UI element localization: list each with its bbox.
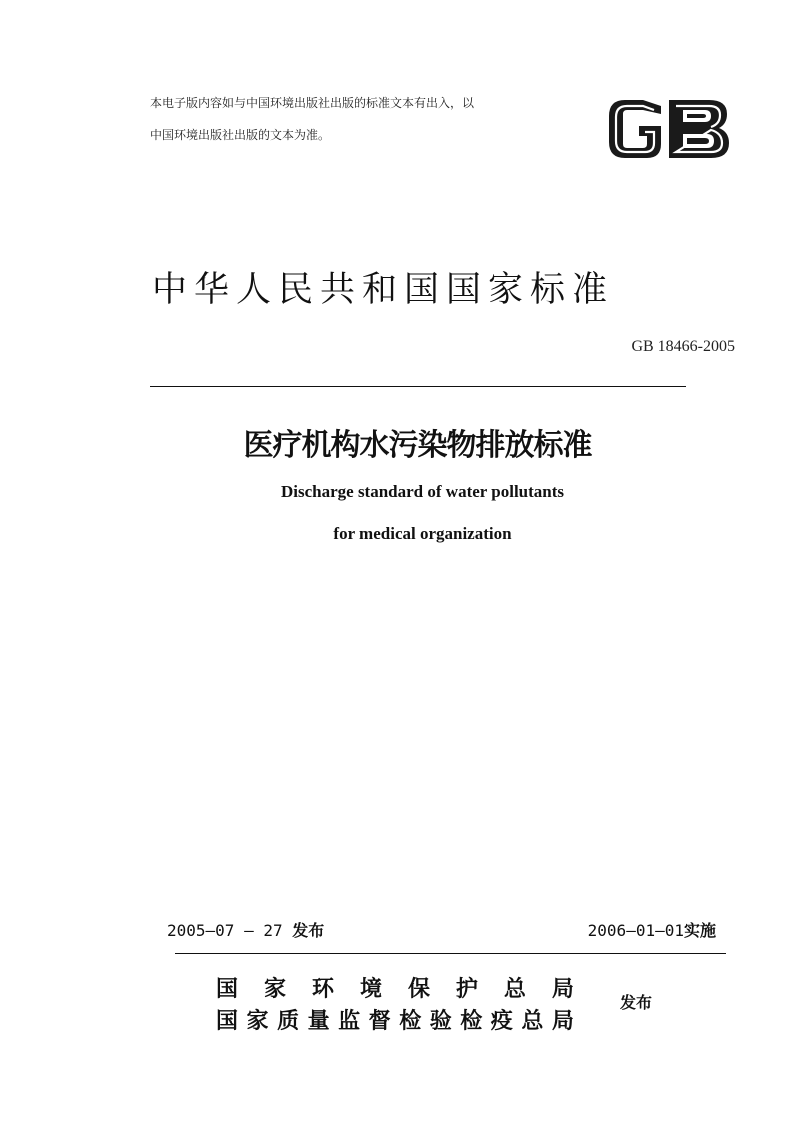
disclaimer-line-1: 本电子版内容如与中国环境出版社出版的标准文本有出入，以 (150, 96, 475, 110)
agency-2-char: 检 (399, 1009, 422, 1034)
agency-2-char: 验 (429, 1009, 452, 1034)
standard-number: GB 18466-2005 (631, 338, 735, 355)
standard-title-chinese: 医疗机构水污染物排放标准 (243, 428, 592, 463)
agency-2-char: 量 (307, 1009, 330, 1034)
agency-1-char: 境 (359, 977, 382, 1002)
publish-label: 发布 (620, 993, 653, 1012)
agency-2-char: 家 (246, 1009, 269, 1034)
agency-2-char: 检 (460, 1009, 483, 1034)
agency-2-char: 国 (216, 1009, 239, 1034)
standard-title-english-line-2: for medical organization (333, 524, 512, 543)
agency-2-char: 监 (338, 1009, 361, 1034)
publisher-agency-1 (216, 972, 574, 1003)
implementation-date (588, 918, 716, 941)
agency-1-char: 总 (503, 977, 526, 1002)
agency-2-char: 督 (368, 1009, 391, 1034)
agency-1-char: 家 (263, 977, 286, 1002)
agency-2-char: 总 (521, 1009, 544, 1034)
issue-date-value: 2005—07 — 27 (167, 921, 283, 940)
agency-1-char: 环 (311, 977, 334, 1002)
agency-1-char: 国 (216, 977, 239, 1002)
agency-1-char: 护 (455, 977, 478, 1002)
standard-title-english-line-1: Discharge standard of water pollutants (280, 482, 565, 501)
header-divider (150, 386, 686, 387)
footer-divider (175, 953, 726, 954)
implementation-label: 实施 (683, 921, 716, 940)
issue-label: 发布 (292, 921, 325, 940)
agency-2-char: 局 (551, 1009, 574, 1034)
issue-date (167, 918, 324, 941)
agency-1-char: 保 (407, 977, 430, 1002)
gb-logo-icon (603, 96, 733, 162)
agency-2-char: 质 (277, 1009, 300, 1034)
publisher-agency-2 (216, 1004, 574, 1035)
agency-2-char: 疫 (490, 1009, 513, 1034)
national-standard-heading: 中华人民共和国国家标准 (152, 270, 615, 310)
agency-1-char: 局 (551, 977, 574, 1002)
implementation-date-value: 2006—01—01 (587, 921, 684, 940)
disclaimer-line-2: 中国环境出版社出版的文本为准。 (150, 128, 331, 142)
